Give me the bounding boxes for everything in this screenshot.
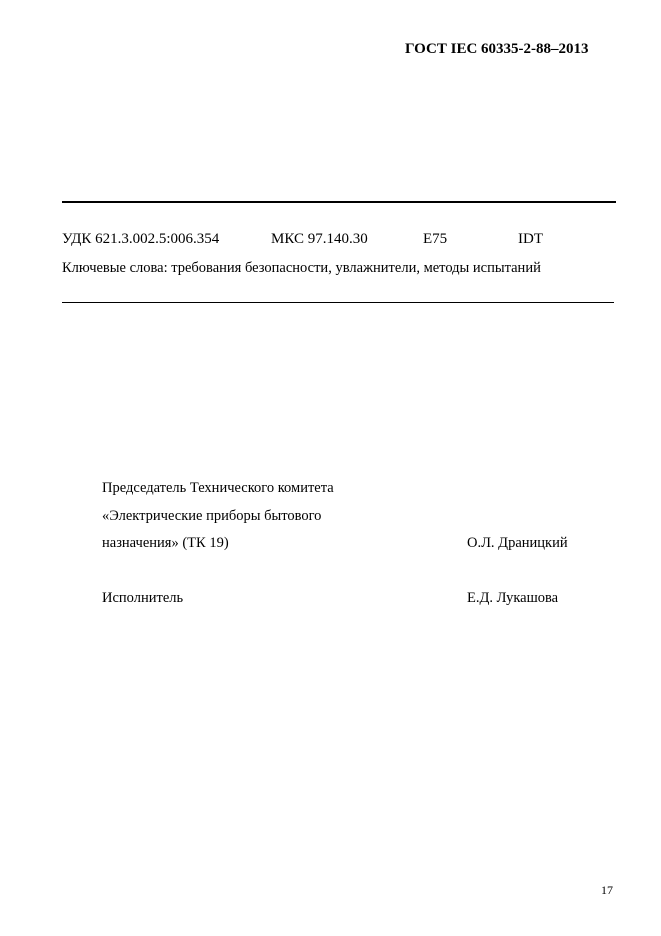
executor-role: Исполнитель bbox=[102, 590, 184, 606]
bottom-divider bbox=[62, 302, 614, 303]
executor-name: Е.Д. Лукашова bbox=[467, 590, 559, 606]
standard-designation: ГОСТ IEC 60335-2-88–2013 bbox=[405, 41, 589, 57]
udk-code: УДК 621.3.002.5:006.354 bbox=[62, 231, 220, 247]
chairman-role-line-1: Председатель Технического комитета bbox=[102, 480, 334, 496]
mks-code: МКС 97.140.30 bbox=[271, 231, 368, 247]
page-number: 17 bbox=[601, 883, 613, 897]
top-divider bbox=[62, 201, 616, 203]
chairman-role-line-2: «Электрические приборы бытового bbox=[102, 508, 322, 524]
chairman-role-line-3: назначения» (ТК 19) bbox=[102, 535, 229, 551]
keywords-line: Ключевые слова: требования безопасности, увлажнители, методы испытаний bbox=[62, 260, 541, 276]
equivalence-degree: IDT bbox=[518, 231, 543, 247]
okp-code: E75 bbox=[423, 231, 448, 247]
chairman-name: О.Л. Драницкий bbox=[467, 535, 568, 551]
